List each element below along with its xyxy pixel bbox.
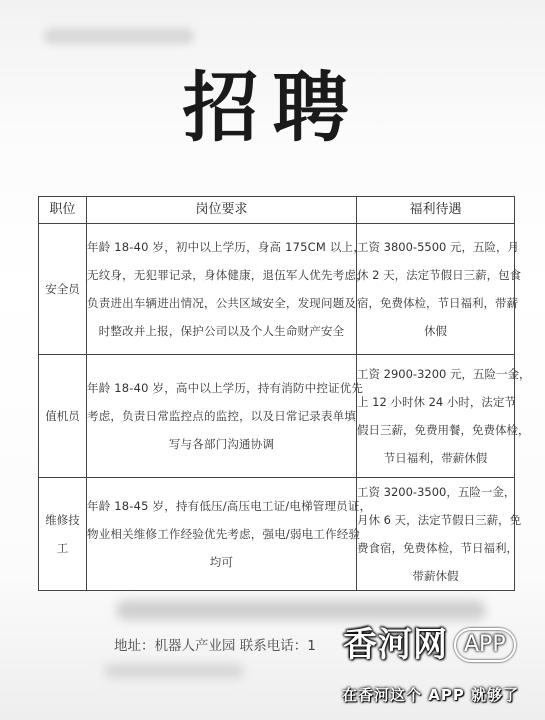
requirements-cell [87, 478, 372, 591]
blurred-footer-text [116, 600, 486, 620]
requirement-line: 年龄 18-40 岁，初中以上学历，身高 175CM 以上， [87, 240, 365, 254]
benefits-cell [357, 224, 522, 355]
table-row-security-guard [39, 224, 515, 355]
benefit-line: 休假 [424, 324, 447, 338]
table-row-control-room-operator [39, 355, 515, 478]
watermark-slogan: 在香河这个 APP 就够了 [342, 686, 520, 704]
benefit-line: 月休 6 天，法定节假日三薪，免 [357, 513, 522, 527]
header-requirements: 岗位要求 [87, 197, 357, 224]
watermark-app-badge: APP [454, 628, 516, 662]
requirement-line: 负责进出车辆进出情况，公共区域安全，发现问题及 [87, 296, 357, 310]
table-header-row [39, 197, 515, 224]
position-cell [39, 478, 87, 591]
header-benefits: 福利待遇 [357, 197, 515, 224]
benefit-line: 休 2 天，法定节假日三薪，包食 [357, 268, 522, 282]
benefit-line: 工资 2900-3200 元，五险一金， [357, 367, 531, 381]
address-contact-line: 地址：机器人产业园 联系电话：1 [114, 638, 316, 654]
position-name: 值机员 [45, 409, 80, 423]
benefit-line: 上 12 小时休 24 小时，法定节 [357, 395, 516, 409]
benefit-line: 假日三薪，免费用餐，免费体检， [357, 423, 530, 437]
table-row-maintenance-technician [39, 478, 515, 591]
position-name: 工 [56, 541, 69, 555]
benefits-cell [357, 478, 522, 591]
benefit-line: 工资 3200-3500，五险一金， [357, 485, 516, 499]
header-position: 职位 [39, 197, 87, 224]
requirement-line: 考虑，负责日常监控点的监控，以及日常记录表单填 [87, 409, 357, 423]
requirements-cell [87, 224, 368, 355]
blurred-footer-text [104, 664, 244, 678]
watermark-name: 香河网 [343, 625, 448, 665]
requirements-cell [87, 355, 364, 478]
requirement-line: 年龄 18-40 岁，高中以上学历，持有消防中控证优先 [87, 381, 364, 395]
requirement-line: 写与各部门沟通协调 [168, 437, 275, 451]
requirement-line: 无纹身，无犯罪记录，身体健康，退伍军人优先考虑， [87, 268, 368, 282]
requirement-line: 年龄 18-45 岁，持有低压/高压电工证/电梯管理员证， [87, 499, 372, 513]
watermark-logo [343, 625, 516, 665]
requirement-line: 物业相关维修工作经验优先考虑，强电/弱电工作经验 [87, 527, 361, 541]
benefit-line: 节日福利，带薪休假 [383, 451, 488, 465]
benefits-cell [357, 355, 531, 478]
benefit-line: 工资 3800-5500 元，五险，月 [357, 240, 519, 254]
position-name: 安全员 [45, 282, 80, 296]
requirement-line: 时整改并上报，保护公司以及个人生命财产安全 [98, 324, 345, 338]
requirement-line: 均可 [209, 555, 234, 569]
position-name: 维修技 [45, 513, 80, 527]
benefit-line: 宿，免费体检，节日福利，带薪 [357, 296, 518, 310]
job-table [38, 196, 531, 591]
benefit-line: 费食宿，免费体检，节日福利， [357, 541, 518, 555]
position-cell [39, 355, 87, 478]
benefit-line: 带薪休假 [412, 569, 459, 583]
position-cell [39, 224, 87, 355]
blurred-header-text [44, 28, 194, 44]
page-title: 招聘 [182, 63, 363, 152]
